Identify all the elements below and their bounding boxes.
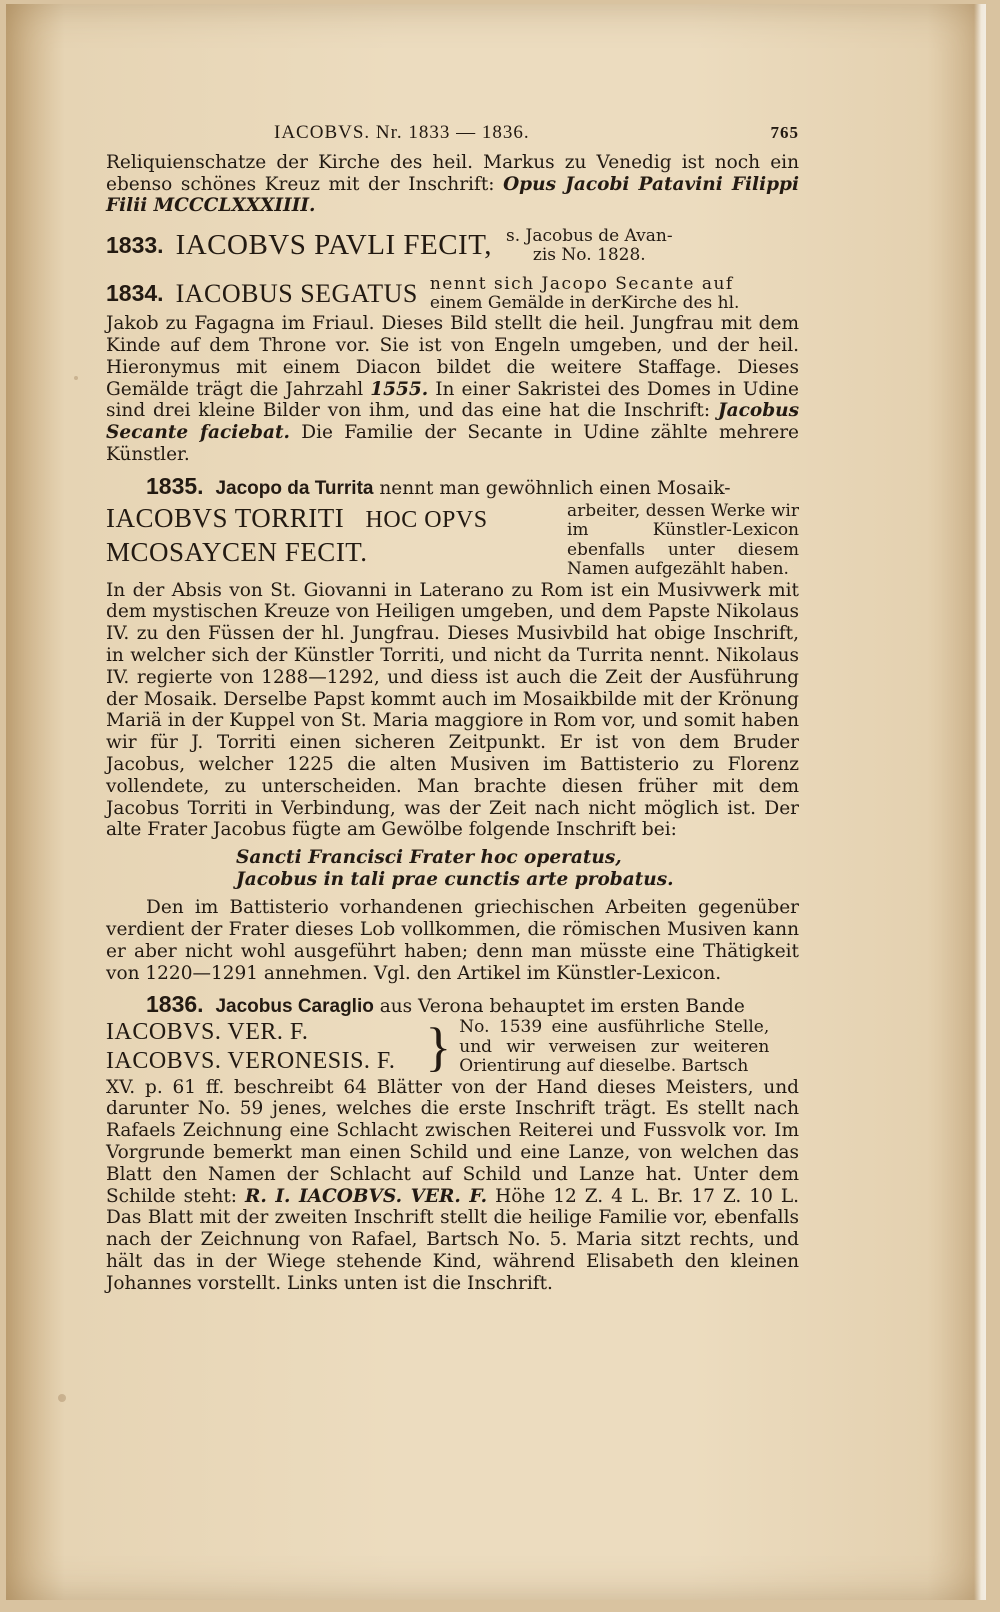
inscription-text: HOC OPVS <box>365 506 488 533</box>
entry-inscription: IACOBUS SEGATUS <box>175 279 418 309</box>
artist-name: Jacopo da Turrita <box>215 477 374 499</box>
book-page <box>6 4 986 1600</box>
body-text: Die Familie der Secante in Udine zählte mehrere Künstler. <box>106 422 800 465</box>
entry-number: 1834. <box>106 280 164 307</box>
entry-1836-inscriptions <box>106 1018 799 1077</box>
page-content <box>106 122 799 1295</box>
body-text: Höhe 12 Z. 4 L. Br. 17 Z. 10 L. Das Blatt mit der zweiten Inschrift stellt die heilige Familie vor, ebenfalls nach der Zeichnung von Rafael, Bartsch No. 5. Maria sitzt rechts, und hält das in der Wiege stehende Kind, während Elisabeth den kleinen Johannes vorstellt. Links unten ist die Inschrift. <box>106 1185 800 1294</box>
inscription-line: IACOBVS. VER. F. <box>106 1019 309 1046</box>
inscription: R. I. IACOBVS. VER. F. <box>245 1185 488 1207</box>
inscription-line: MCOSAYCEN FECIT. <box>106 536 368 567</box>
entry-1836-body <box>106 1077 799 1295</box>
intro-text: Reliquienschatze der Kirche des heil. Markus zu Venedig ist noch ein ebenso schönes Kreuz mit der Inschrift: <box>106 151 799 195</box>
entry-inscription: IACOBVS PAVLI FECIT, <box>175 229 493 262</box>
side-text: No. 1539 eine ausführliche Stelle, und wir verweisen zur weiteren Orientirung auf dieselbe. Bartsch <box>459 1017 770 1077</box>
reference-line: zis No. 1828. <box>532 245 646 266</box>
entry-number: 1833. <box>106 232 164 259</box>
intro-inscription: Opus Jacobi Patavini Filippi Filii MCCCLXXXIIII. <box>106 173 799 217</box>
year: 1555. <box>370 378 429 400</box>
side-text: arbeiter, dessen Werke wir im Künstler-Lexicon ebenfalls unter diesem Namen aufgezählt haben. <box>567 500 799 580</box>
lead-text: nennt man gewöhnlich einen Mosaik- <box>373 477 731 499</box>
page-number: 765 <box>770 123 799 142</box>
entry-1835-body: In der Absis von St. Giovanni in Laterano zu Rom ist ein Musivwerk mit dem mystischen Kreuze von Heiligen umgeben, und dem Papste Nikolaus IV. zu den Füssen der hl. Jungfrau. Dieses Musivbild hat obige Inschrift, in welcher sich der Künstler Torriti, und nicht da Turrita nennt. Nikolaus IV. regierte von 1288—1292, und diess ist auch die Zeit der Ausführung der Mosaik. Derselbe Papst kommt auch im Mosaikbilde mit der Krönung Mariä in der Kuppel von St. Maria maggiore in Rom vor, und somit haben wir für J. Torriti einen sicheren Zeitpunkt. Er ist von dem Bruder Jacobus, welcher 1225 die alten Musiven im Battisterio zu Florenz vollendete, zu unterscheiden. Man brachte diesen früher mit dem Jacobus Torriti in Verbindung, was der Zeit nach nicht möglich ist. Der alte Frater Jacobus fügte am Gewölbe folgende Inschrift bei: <box>106 579 799 841</box>
entry-1834-text <box>106 313 799 466</box>
inscription: Jacobus Secante faciebat. <box>106 400 799 444</box>
running-header <box>106 122 799 144</box>
entry-1836-lead <box>106 991 799 1018</box>
running-title: IACOBVS. Nr. 1833 — 1836. <box>274 122 530 143</box>
entry-side-note <box>430 275 799 313</box>
body-text: In einer Sakristei des Domes in Udine sind drei kleine Bilder von ihm, und das eine hat die Inschrift: <box>106 378 799 422</box>
reference-line: s. Jacobus de Avan- <box>506 226 673 247</box>
ink-blot <box>74 376 78 380</box>
ink-blot <box>58 1394 66 1402</box>
lead-text: aus Verona behauptet im ersten Bande <box>373 996 745 1018</box>
brace-icon: } <box>425 1017 452 1078</box>
entry-number: 1836. <box>146 991 204 1018</box>
entry-1835-lead <box>106 472 799 500</box>
verse-line: Jacobus in tali prae cunctis arte probatus. <box>236 869 674 891</box>
inscription-line: IACOBVS. VERONESIS. F. <box>106 1048 396 1075</box>
entry-1833 <box>106 227 799 265</box>
entry-1835-after: Den im Battisterio vorhandenen griechischen Arbeiten gegenüber verdient der Frater dieses Lob vollkommen, die römischen Musiven kann er aber nicht wohl ausgeführt haben; denn man müsste eine Thätigkeit von 1220—1291 annehmen. Vgl. den Artikel im Künstler-Lexicon. <box>106 897 799 984</box>
verse-inscription <box>106 847 799 891</box>
entry-1835-inscriptions <box>106 502 799 580</box>
entry-reference <box>506 227 673 265</box>
inscription-text: IACOBVS TORRITI <box>106 502 345 533</box>
side-line: einem Gemälde in derKirche des hl. <box>429 293 740 314</box>
intro-paragraph <box>106 152 799 217</box>
verse-line: Sancti Francisci Frater hoc operatus, <box>236 847 622 869</box>
inscription-line <box>106 502 488 536</box>
body-text: Jakob zu Fagagna im Friaul. Dieses Bild stellt die heil. Jungfrau mit dem Kinde auf dem Throne vor. Sie ist von Engeln umgeben, und der heil. Hieronymus mit einem Diacon bildet die weitere Staffage. Dieses Gemälde trägt die Jahrzahl <box>106 313 799 400</box>
body-text: XV. p. 61 ff. beschreibt 64 Blätter von der Hand dieses Meisters, und darunter No. 59 jenes, welches die erste Inschrift trägt. Es stellt nach Rafaels Zeichnung eine Schlacht zwischen Reiterei und Fussvolk vor. Im Vorgrunde bemerkt man einen Schild und eine Lanze, von welchen das Blatt den Namen der Schlacht auf Schild und Lanze hat. Unter dem Schilde steht: <box>106 1076 799 1207</box>
artist-name: Jacobus Caraglio <box>215 996 374 1018</box>
entry-number: 1835. <box>146 472 204 499</box>
side-line: nennt sich Jacopo Secante auf <box>429 274 734 295</box>
entry-1834 <box>106 275 799 313</box>
inscription-lines <box>106 502 488 580</box>
inscription-lines <box>106 1018 395 1076</box>
